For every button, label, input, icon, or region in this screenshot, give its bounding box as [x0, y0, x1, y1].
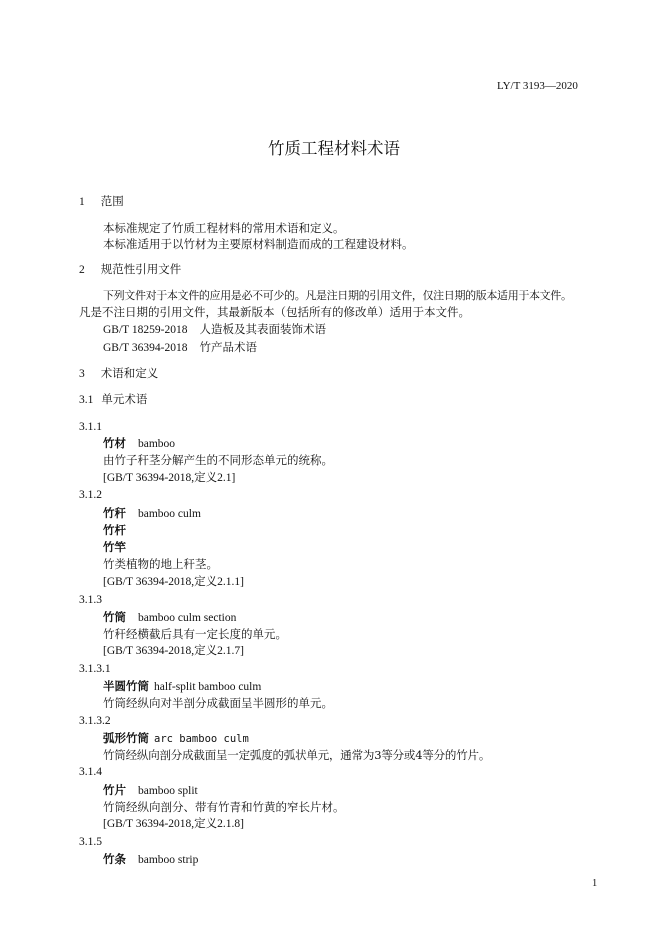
term-english: bamboo culm section — [138, 612, 237, 624]
document-number: LY/T 3193—2020 — [497, 80, 578, 92]
section-number: 2 — [79, 264, 85, 276]
subsection-3-1-heading — [79, 392, 147, 407]
term-chinese: 竹筒 — [103, 610, 126, 624]
term-source: [GB/T 36394-2018,定义2.1] — [103, 472, 236, 484]
term-entry — [103, 506, 201, 521]
term-english: bamboo strip — [138, 854, 199, 866]
term-number: 3.1.3.1 — [79, 663, 111, 675]
section-title: 术语和定义 — [100, 366, 159, 380]
term-source: [GB/T 36394-2018,定义2.1.1] — [103, 576, 244, 588]
term-entry — [103, 679, 261, 694]
term-entry — [103, 783, 198, 798]
section-3-heading — [79, 366, 158, 381]
term-number: 3.1.3 — [79, 594, 102, 606]
term-definition: 由竹子秆茎分解产生的不同形态单元的统称。 — [103, 453, 333, 467]
term-chinese: 竹条 — [103, 852, 126, 866]
section-title: 单元术语 — [101, 392, 148, 406]
term-source: [GB/T 36394-2018,定义2.1.7] — [103, 645, 244, 657]
reference-item — [103, 322, 326, 337]
term-entry — [103, 852, 198, 867]
term-definition: 竹筒经纵向对半剖分成截面呈半圆形的单元。 — [103, 696, 333, 710]
section-number: 3 — [79, 368, 85, 380]
term-number: 3.1.1 — [79, 421, 102, 433]
term-alternate: 竹竿 — [103, 540, 126, 554]
term-chinese: 竹片 — [103, 783, 126, 797]
reference-code: GB/T 36394-2018 — [103, 342, 188, 354]
term-chinese: 竹材 — [103, 436, 126, 450]
reference-item — [103, 340, 257, 355]
section-1-line-1: 本标准规定了竹质工程材料的常用术语和定义。 — [103, 221, 345, 235]
term-number: 3.1.4 — [79, 766, 102, 778]
section-2-para-line-1: 下列文件对于本文件的应用是必不可少的。凡是注日期的引用文件，仅注日期的版本适用于本文件。 — [103, 289, 572, 302]
section-title: 范围 — [100, 194, 124, 208]
term-english: half-split bamboo culm — [154, 681, 262, 693]
term-entry — [103, 436, 175, 451]
term-alternate: 竹杆 — [103, 523, 126, 537]
term-english: bamboo — [138, 438, 176, 450]
term-english: bamboo split — [138, 785, 198, 797]
reference-code: GB/T 18259-2018 — [103, 324, 188, 336]
term-entry — [103, 610, 236, 625]
reference-title: 竹产品术语 — [199, 340, 257, 354]
term-number: 3.1.2 — [79, 489, 102, 501]
term-chinese: 半圆竹筒 — [103, 679, 149, 693]
page-number: 1 — [592, 878, 598, 889]
section-number: 3.1 — [79, 394, 94, 406]
term-english: bamboo culm — [138, 508, 201, 520]
term-english: arc bamboo culm — [154, 733, 249, 745]
section-number: 1 — [79, 196, 85, 208]
document-title: 竹质工程材料术语 — [268, 139, 400, 158]
section-1-heading — [79, 194, 124, 209]
term-number: 3.1.5 — [79, 836, 102, 848]
term-chinese: 弧形竹筒 — [103, 731, 149, 745]
term-number: 3.1.3.2 — [79, 715, 111, 727]
section-2-para-line-2: 凡是不注日期的引用文件，其最新版本（包括所有的修改单）适用于本文件。 — [79, 305, 470, 319]
term-chinese: 竹秆 — [103, 506, 126, 520]
term-definition: 竹筒经纵向剖分成截面呈一定弧度的弧状单元，通常为3等分或4等分的竹片。 — [103, 748, 491, 762]
reference-title: 人造板及其表面装饰术语 — [199, 322, 326, 336]
term-definition: 竹类植物的地上秆茎。 — [103, 557, 218, 571]
section-1-line-2: 本标准适用于以竹材为主要原材料制造而成的工程建设材料。 — [103, 237, 414, 251]
term-definition: 竹筒经纵向剖分、带有竹青和竹黄的窄长片材。 — [103, 800, 345, 814]
section-title: 规范性引用文件 — [100, 262, 182, 276]
term-entry — [103, 731, 249, 746]
term-definition: 竹秆经横截后具有一定长度的单元。 — [103, 627, 287, 641]
term-source: [GB/T 36394-2018,定义2.1.8] — [103, 818, 244, 830]
section-2-heading — [79, 262, 181, 277]
